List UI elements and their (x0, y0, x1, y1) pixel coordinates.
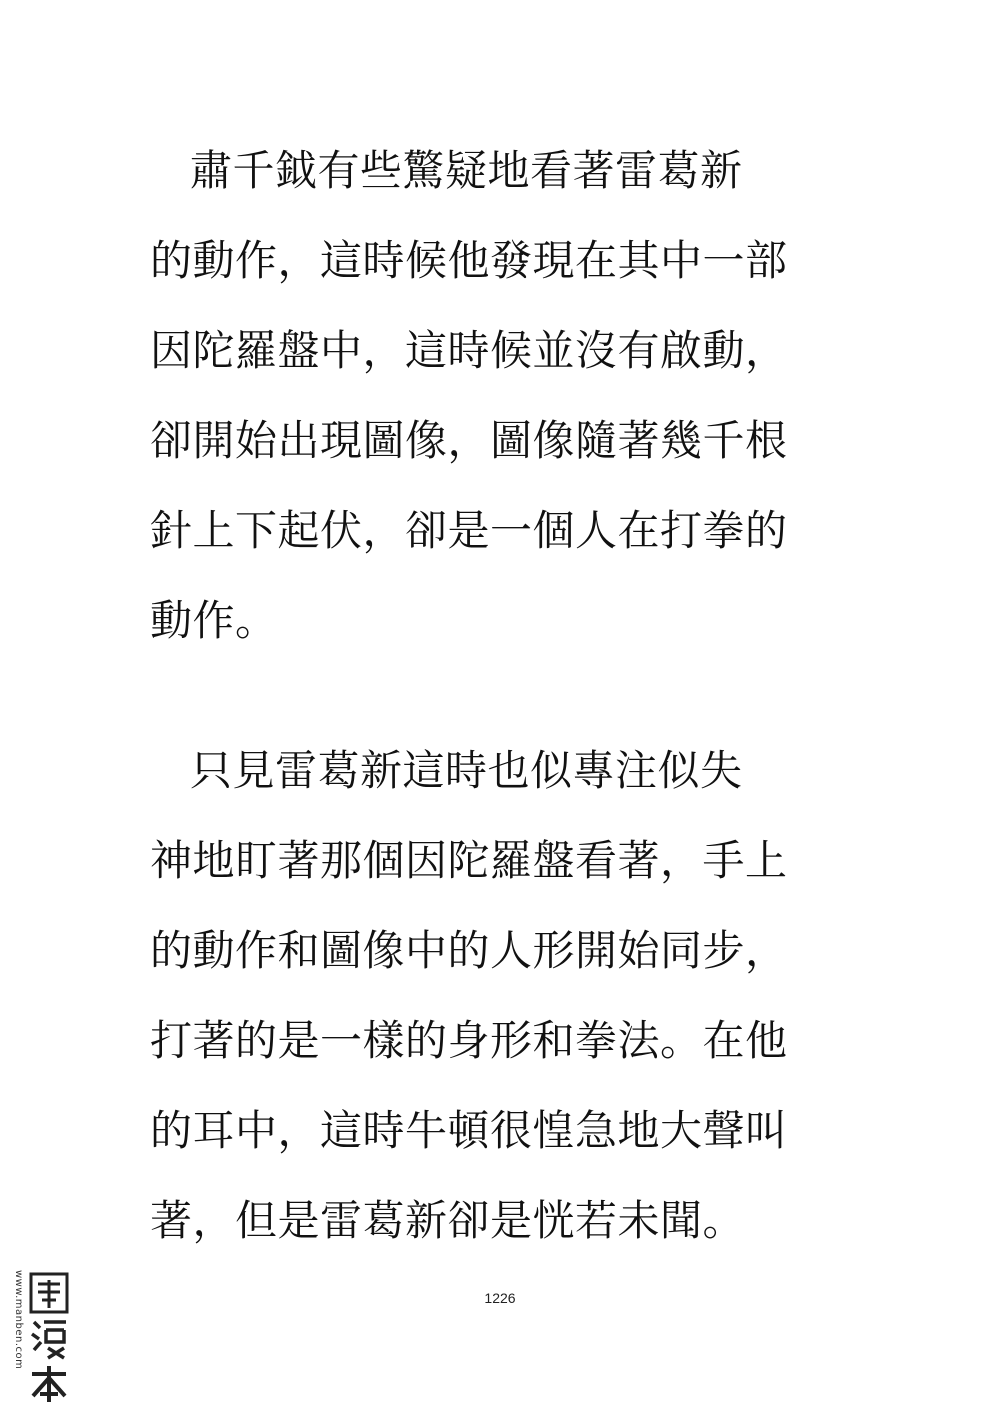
watermark (8, 1270, 70, 1406)
text-line: 的動作和圖像中的人形開始同步， (150, 926, 788, 975)
watermark-logo-icon (28, 1270, 70, 1406)
page-number: 1226 (484, 1290, 516, 1306)
text-line: 肅千鉞有些驚疑地看著雷葛新 (190, 146, 743, 195)
text-line: 著，但是雷葛新卻是恍若未聞。 (150, 1196, 746, 1245)
paragraph-1 (150, 126, 870, 666)
watermark-url: www.manben.com (13, 1270, 24, 1370)
text-line: 只見雷葛新這時也似專注似失 (190, 746, 743, 795)
text-line: 打著的是一樣的身形和拳法。在他 (150, 1016, 788, 1065)
paragraph-2 (150, 726, 870, 1266)
text-line: 的耳中，這時牛頓很惶急地大聲叫 (150, 1106, 788, 1155)
text-line: 動作。 (150, 596, 278, 645)
text-line: 神地盯著那個因陀羅盤看著，手上 (150, 836, 788, 885)
text-line: 的動作，這時候他發現在其中一部 (150, 236, 788, 285)
text-line: 針上下起伏，卻是一個人在打拳的 (150, 506, 788, 555)
text-line: 因陀羅盤中，這時候並沒有啟動， (150, 326, 788, 375)
text-line: 卻開始出現圖像，圖像隨著幾千根 (150, 416, 788, 465)
